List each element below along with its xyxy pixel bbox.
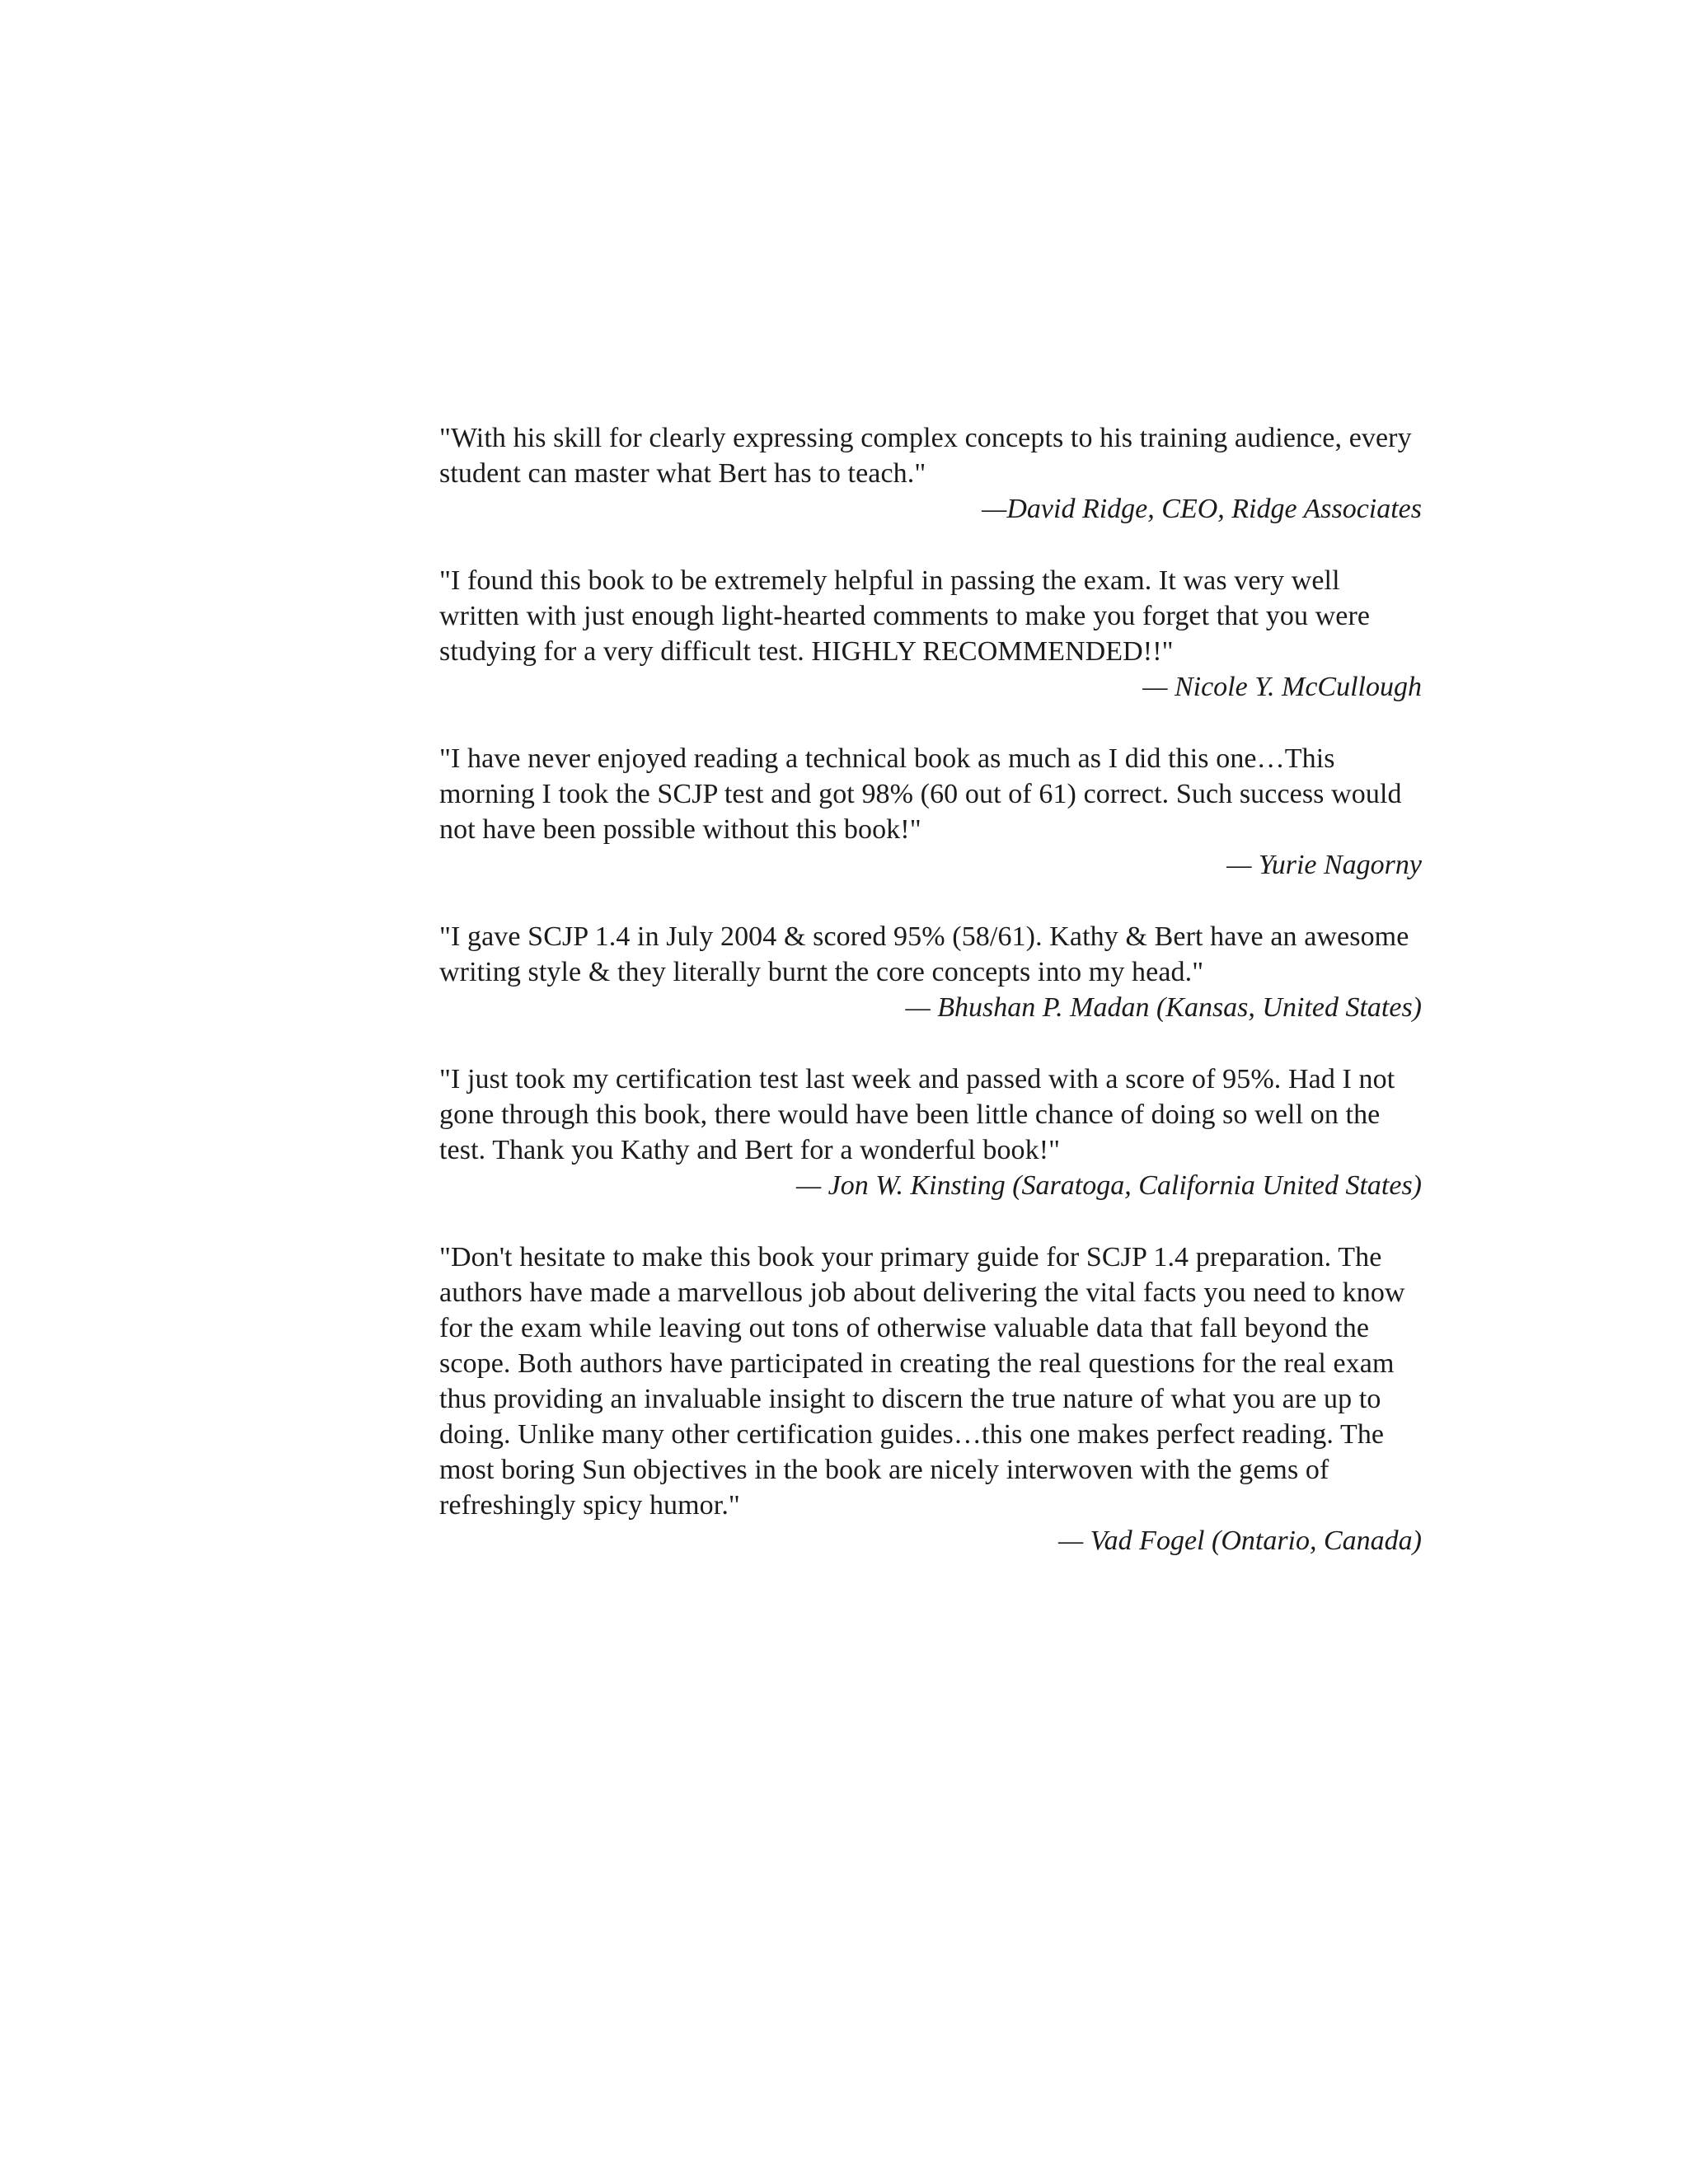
testimonial <box>439 919 1422 1025</box>
testimonial-attribution: — Yurie Nagorny <box>1226 850 1422 880</box>
testimonial-attribution: — Bhushan P. Madan (Kansas, United States) <box>905 992 1422 1023</box>
testimonial <box>439 1062 1422 1203</box>
testimonial-attribution: — Jon W. Kinsting (Saratoga, California United States) <box>795 1170 1422 1201</box>
testimonial-attribution: —David Ridge, CEO, Ridge Associates <box>982 494 1422 524</box>
testimonial-attribution: — Vad Fogel (Ontario, Canada) <box>1057 1526 1422 1556</box>
testimonial <box>439 563 1422 705</box>
testimonial <box>439 420 1422 527</box>
testimonial <box>439 1240 1422 1558</box>
testimonials-column <box>439 420 1422 1595</box>
testimonial-attribution: — Nicole Y. McCullough <box>1142 672 1422 702</box>
testimonial-quote: "Don't hesitate to make this book your primary guide for SCJP 1.4 preparation. The authors have made a marvellous job about delivering the vital facts you need to know for the exam while leaving out tons of otherwise valuable data that fall beyond the scope. Both authors have participated in creating the real questions for the real exam thus providing an invaluable insight to discern the true nature of what you are up to doing. Unlike many other certification guides…this one makes perfect reading. The most boring Sun objectives in the book are nicely interwoven with the gems of refreshingly spicy humor." <box>439 1242 1405 1521</box>
testimonial-quote: "I have never enjoyed reading a technical book as much as I did this one…This morning I took the SCJP test and got 98% (60 out of 61) correct. Such success would not have been possible without this book!" <box>439 743 1402 845</box>
testimonial-quote: "I found this book to be extremely helpful in passing the exam. It was very well written with just enough light-hearted comments to make you forget that you were studying for a very difficult test. HIGHLY RECOMMENDED!!" <box>439 565 1371 667</box>
testimonial-quote: "I just took my certification test last week and passed with a score of 95%. Had I not gone through this book, there would have been little chance of doing so well on the test. Thank you Kathy and Bert for a wonderful book!" <box>439 1064 1395 1165</box>
testimonial-quote: "I gave SCJP 1.4 in July 2004 & scored 95% (58/61). Kathy & Bert have an awesome writing style & they literally burnt the core concepts into my head." <box>439 921 1409 987</box>
testimonial-quote: "With his skill for clearly expressing complex concepts to his training audience, every student can master what Bert has to teach." <box>439 423 1412 489</box>
testimonial <box>439 741 1422 883</box>
